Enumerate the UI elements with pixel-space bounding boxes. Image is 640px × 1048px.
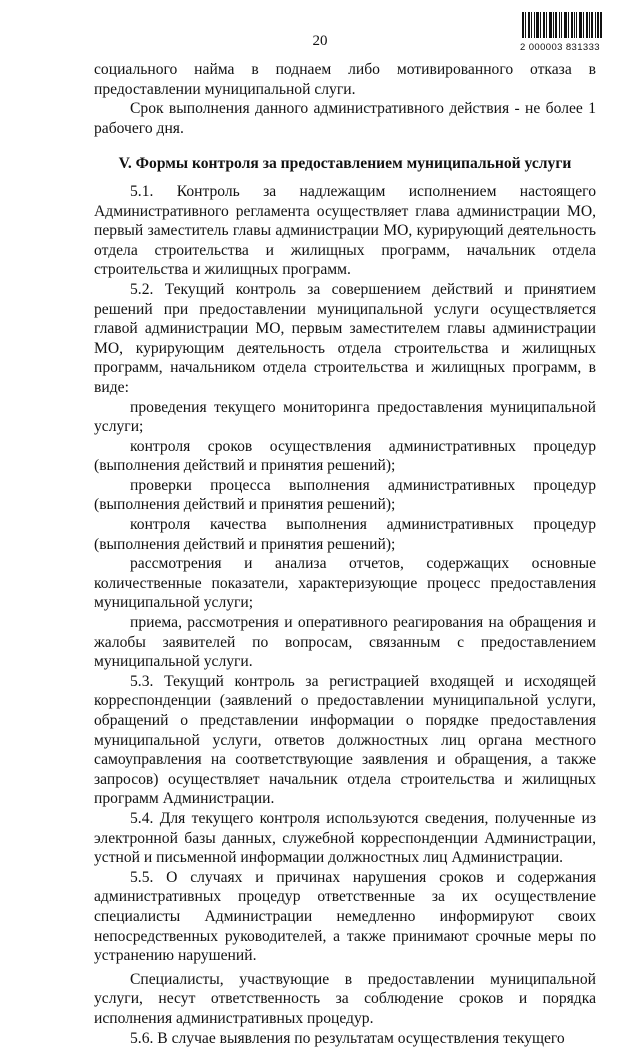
- barcode-number: 2 000003 831333: [514, 38, 606, 58]
- paragraph: 5.3. Текущий контроль за регистрацией входящей и исходящей корреспонденции (заявлений о предоставлении муниципальной услуги, обращений о представлении информации о порядке предоставления муниципальной услуги, ответов должностных лиц органа местного самоуправления на соответствующие заявления и обращения, а также запросов) осуществляет начальник отдела строительства и жилищных программ Администрации.: [94, 672, 596, 809]
- list-item: проверки процесса выполнения административных процедур (выполнения действий и принятия решений);: [94, 476, 596, 515]
- paragraph: социального найма в поднаем либо мотивированного отказа в предоставлении муниципальной слуги.: [94, 60, 596, 99]
- paragraph: 5.6. В случае выявления по результатам осуществления текущего: [94, 1029, 596, 1048]
- section-heading: V. Формы контроля за предоставлением муниципальной услуги: [94, 154, 596, 174]
- paragraph: 5.5. О случаях и причинах нарушения сроков и содержания административных процедур ответственные за их осуществление специалисты Администрации немедленно информируют своих непосредственных руководителей, а также принимают срочные меры по устранению нарушений.: [94, 868, 596, 966]
- list-item: контроля качества выполнения административных процедур (выполнения действий и принятия решений);: [94, 515, 596, 554]
- paragraph: Специалисты, участвующие в предоставлении муниципальной услуги, несут ответственность за соблюдение сроков и порядка исполнения административных процедур.: [94, 970, 596, 1029]
- list-item: контроля сроков осуществления административных процедур (выполнения действий и принятия решений);: [94, 437, 596, 476]
- paragraph: 5.4. Для текущего контроля используются сведения, полученные из электронной базы данных, служебной корреспонденции Администрации, устной и письменной информации должностных лиц Администрации.: [94, 809, 596, 868]
- barcode-image: [522, 12, 602, 38]
- list-item: рассмотрения и анализа отчетов, содержащих основные количественные показатели, характеризующие процесс предоставления муниципальной услуги;: [94, 554, 596, 613]
- page-number: 20: [0, 32, 640, 52]
- paragraph: 5.1. Контроль за надлежащим исполнением настоящего Административного регламента осуществляет глава администрации МО, первый заместитель главы администрации МО, курирующий деятельность отдела строительства и жилищных программ, начальник отдела строительства и жилищных программ.: [94, 182, 596, 280]
- paragraph: 5.2. Текущий контроль за совершением действий и принятием решений при предоставлении муниципальной услуги осуществляется главой администрации МО, первым заместителем главы администрации МО, курирующим деятельность отдела строительства и жилищных программ, начальником отдела строительства и жилищных программ, в виде:: [94, 280, 596, 398]
- list-item: приема, рассмотрения и оперативного реагирования на обращения и жалобы заявителей по вопросам, связанным с предоставлением муниципальной услуги.: [94, 613, 596, 672]
- paragraph: Срок выполнения данного административного действия - не более 1 рабочего дня.: [94, 99, 596, 138]
- list-item: проведения текущего мониторинга предоставления муниципальной услуги;: [94, 398, 596, 437]
- document-body: [94, 60, 596, 1048]
